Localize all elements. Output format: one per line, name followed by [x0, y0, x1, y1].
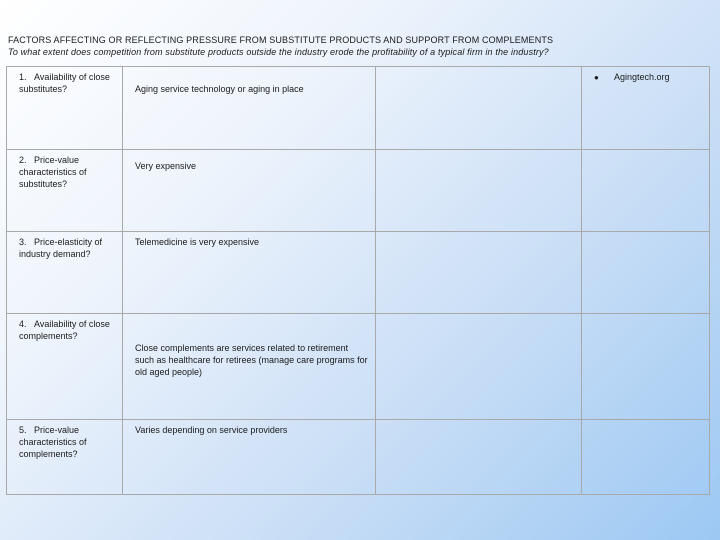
empty-cell — [582, 150, 710, 232]
factor-label: 1. Availability of close substitutes? — [19, 72, 110, 94]
factor-label: 4. Availability of close complements? — [19, 319, 110, 341]
table-row — [7, 314, 710, 420]
factor-cell — [7, 314, 123, 420]
answer-text: Varies depending on service providers — [135, 425, 288, 435]
factor-label: 2. Price-value characteristics of substitutes? — [19, 155, 87, 189]
answer-text: Aging service technology or aging in place — [135, 84, 304, 94]
note-text: Agingtech.org — [614, 72, 670, 82]
factor-label: 5. Price-value characteristics of complements? — [19, 425, 87, 459]
empty-cell — [582, 232, 710, 314]
factor-cell — [7, 420, 123, 495]
empty-cell — [376, 420, 582, 495]
table-row — [7, 420, 710, 495]
factor-label: 3. Price-elasticity of industry demand? — [19, 237, 103, 259]
table-row — [7, 232, 710, 314]
table-row — [7, 150, 710, 232]
empty-cell — [376, 67, 582, 150]
table-row — [7, 67, 710, 150]
answer-cell — [123, 314, 376, 420]
empty-cell — [582, 420, 710, 495]
answer-cell — [123, 150, 376, 232]
slide-heading — [8, 34, 714, 58]
note-cell — [582, 67, 710, 150]
answer-cell — [123, 232, 376, 314]
bullet-icon: ● — [594, 73, 599, 82]
factor-cell — [7, 232, 123, 314]
factor-cell — [7, 150, 123, 232]
answer-cell — [123, 67, 376, 150]
factor-cell — [7, 67, 123, 150]
answer-text: Very expensive — [135, 161, 197, 171]
answer-text: Telemedicine is very expensive — [135, 237, 260, 247]
empty-cell — [376, 314, 582, 420]
empty-cell — [376, 150, 582, 232]
slide-title: FACTORS AFFECTING OR REFLECTING PRESSURE FROM SUBSTITUTE PRODUCTS AND SUPPORT FROM COMPLEMENTS — [8, 35, 554, 45]
empty-cell — [376, 232, 582, 314]
answer-cell — [123, 420, 376, 495]
answer-text: Close complements are services related to retirement such as healthcare for retirees (manage care programs for old aged people) — [135, 343, 368, 377]
note-item — [582, 67, 709, 84]
factors-table — [6, 66, 710, 495]
slide-subtitle: To what extent does competition from substitute products outside the industry erode the profitability of a typical firm in the industry? — [8, 47, 549, 57]
empty-cell — [582, 314, 710, 420]
